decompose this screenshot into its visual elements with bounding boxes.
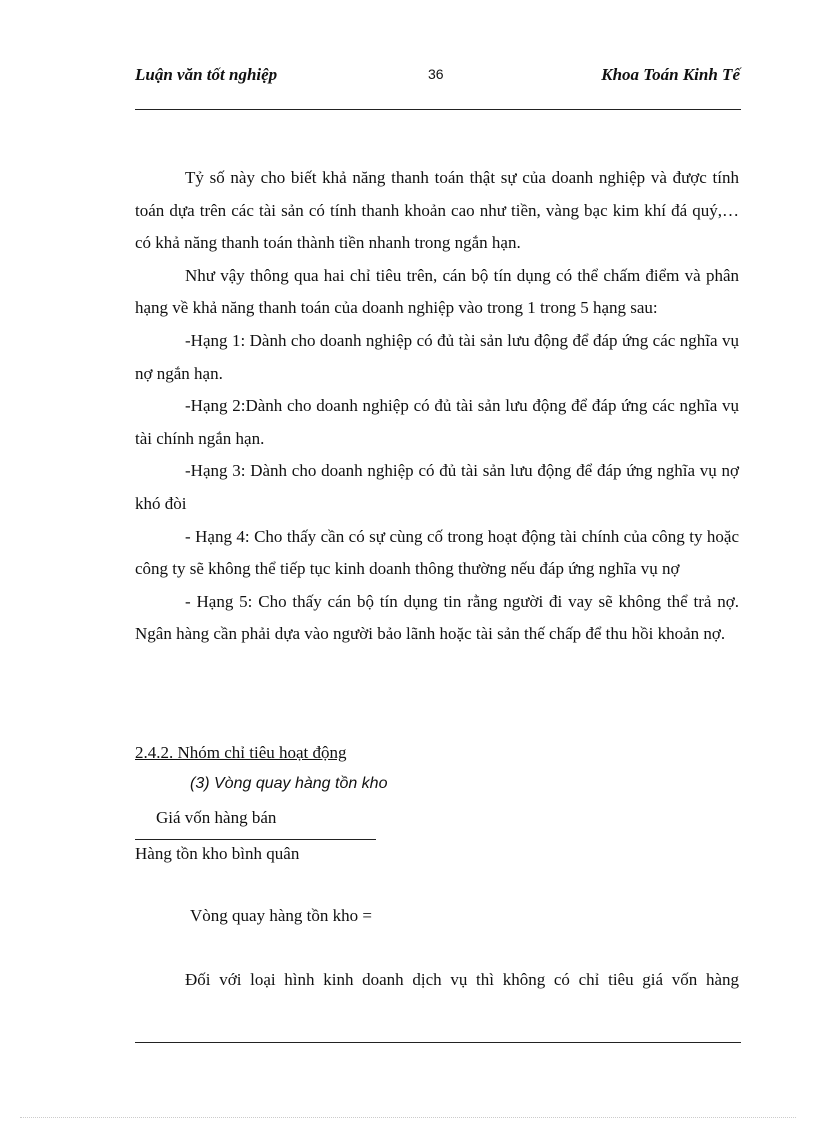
paragraph: - Hạng 5: Cho thấy cán bộ tín dụng tin rằng người đi vay sẽ không thể trả nợ. Ngân hàng cần phải dựa vào người bảo lãnh hoặc tài sản thế chấp để thu hồi khoản nợ. [135, 591, 739, 644]
paragraph: - Hạng 4: Cho thấy cần có sự cùng cố trong hoạt động tài chính của công ty hoặc công ty sẽ không thể tiếp tục kinh doanh thông thường nếu đáp ứng nghĩa vụ nợ [135, 526, 739, 579]
header-faculty: Khoa Toán Kinh Tế [601, 65, 740, 84]
page-edge-dotted-line [20, 1117, 796, 1118]
body-text [135, 162, 739, 651]
header-divider [135, 109, 741, 110]
paragraph: -Hạng 1: Dành cho doanh nghiệp có đủ tài sản lưu động để đáp ứng các nghĩa vụ nợ ngắn hạn. [135, 330, 739, 383]
formula-lhs: Vòng quay hàng tồn kho = [190, 906, 372, 925]
paragraph: -Hạng 2:Dành cho doanh nghiệp có đủ tài sản lưu động để đáp ứng các nghĩa vụ tài chính ngắn hạn. [135, 396, 739, 448]
section-heading: 2.4.2. Nhóm chỉ tiêu hoạt động [135, 743, 347, 762]
paragraph-continuation: Đối với loại hình kinh doanh dịch vụ thì không có chỉ tiêu giá vốn hàng [185, 970, 739, 989]
page-number: 36 [428, 66, 444, 82]
footer-divider [135, 1042, 741, 1043]
header-thesis-title: Luận văn tốt nghiệp [135, 65, 278, 84]
formula-title: (3) Vòng quay hàng tồn kho [190, 775, 388, 792]
formula-denominator: Hàng tồn kho bình quân [135, 844, 300, 863]
fraction-bar [135, 839, 376, 840]
formula-numerator: Giá vốn hàng bán [156, 808, 277, 827]
paragraph: Như vậy thông qua hai chỉ tiêu trên, cán bộ tín dụng có thể chấm điểm và phân hạng về khả năng thanh toán của doanh nghiệp vào trong 1 trong 5 hạng sau: [135, 265, 739, 318]
paragraph: Tỷ số này cho biết khả năng thanh toán thật sự của doanh nghiệp và được tính toán dựa trên các tài sản có tính thanh khoản cao như tiền, vàng bạc kim khí đá quý,… có khả năng thanh toán thành tiền nhanh trong ngắn hạn. [135, 168, 739, 253]
paragraph: -Hạng 3: Dành cho doanh nghiệp có đủ tài sản lưu động để đáp ứng nghĩa vụ nợ khó đòi [135, 461, 739, 513]
